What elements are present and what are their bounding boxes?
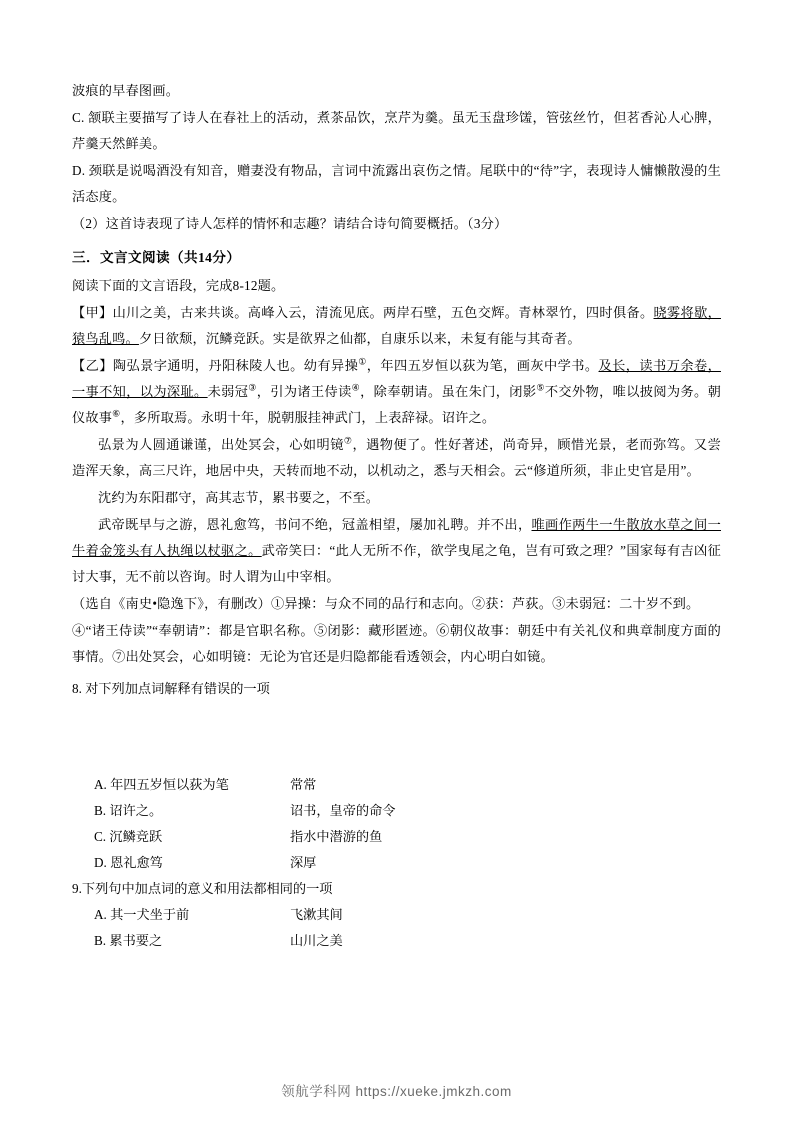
passage-yi-text-2: ，年四五岁恒以荻为笔，画灰中学书。: [366, 358, 599, 373]
footnotes-line-1: （选自《南史•隐逸下》，有删改）①异操：与众不同的品行和志向。②获：芦荻。③未弱冠：二十岁不到。: [72, 596, 700, 611]
footnote-marker-3: ③: [248, 382, 257, 393]
passage-yi: [72, 353, 721, 431]
passage-yi-p4-a: 武帝既早与之游，恩礼愈笃，书问不绝，冠盖相望，屡加礼聘。并不出，: [98, 517, 532, 532]
q9-option-b-label: B. 累书要之: [94, 933, 163, 948]
passage-jia-label: 【甲】: [72, 305, 113, 320]
q9-option-b-value: 山川之美: [290, 933, 343, 948]
q8-option-b: [72, 798, 721, 824]
footnote-marker-7: ⑦: [343, 435, 353, 446]
q8-option-d: [72, 850, 721, 876]
question-2-paragraph: （2）这首诗表现了诗人怎样的情怀和志趣？请结合诗句简要概括。（3分）: [72, 216, 508, 231]
question-9: 9.下列句中加点词的意义和用法都相同的一项: [72, 881, 333, 896]
passage-yi-underline-1: 及长，读书万余卷，一事不知，以为深耻。: [72, 358, 721, 399]
passage-yi-p2-a: 弘景为人圆通谦谨，出处冥会，心如明镜: [98, 437, 344, 452]
q9-option-b: [72, 928, 721, 954]
passage-yi-label: 【乙】: [72, 358, 113, 373]
footnote-marker-1: ①: [358, 356, 367, 367]
q8-option-c: [72, 824, 721, 850]
paragraph-text: 波痕的早春图画。: [72, 83, 180, 98]
passage-yi-p4-b: 武帝笑曰：“此人无所不作，欲学曳尾之龟，岂有可致之理？”国家每有吉凶征讨大事，无不前以咨询。时人谓为山中宰相。: [72, 543, 721, 584]
passage-jia-text-2: 夕日欲颓，沉鳞竞跃。实是欲界之仙都，自康乐以来，未复有能与其奇者。: [138, 331, 581, 346]
q9-option-a: [72, 902, 721, 928]
option-c-paragraph: C. 颔联主要描写了诗人在春社上的活动，煮茶品饮，烹芹为羹。虽无玉盘珍馐，管弦丝竹，但茗香沁人心脾，芹羹天然鲜美。: [72, 110, 721, 151]
q8-option-c-label: C. 沉鳞竞跃: [94, 829, 163, 844]
passage-yi-p4-underline: 唯画作两牛一牛散放水草之间一牛着金笼头有人执绳以杖驱之。: [72, 517, 721, 558]
q9-option-a-label: A. 其一犬坐于前: [94, 907, 190, 922]
footnote-marker-6: ⑥: [112, 408, 121, 419]
passage-yi-text-3: 未弱冠: [207, 384, 249, 399]
q8-option-a-value: 常常: [290, 777, 317, 792]
footnote-marker-4: ④: [351, 382, 361, 393]
q8-option-b-label: B. 诏许之。: [94, 803, 163, 818]
passage-jia-underline-1: 晓雾将歇，猿鸟乱鸣。: [72, 305, 721, 346]
passage-yi-text-1: 陶弘景字通明，丹阳秣陵人也。幼有异操: [112, 358, 359, 373]
footnote-marker-5: ⑤: [536, 382, 545, 393]
q8-option-a: [72, 772, 721, 798]
reading-instruction: 阅读下面的文言语段，完成8-12题。: [72, 278, 285, 293]
q8-option-d-value: 深厚: [290, 855, 317, 870]
q8-option-b-value: 诏书，皇帝的命令: [290, 803, 396, 818]
section-heading: 三．文言文阅读（共14分）: [72, 250, 241, 265]
passage-yi-paragraph-2: [72, 432, 721, 484]
page-footer-watermark: 领航学科网 https://xueke.jmkzh.com: [281, 1084, 512, 1099]
q8-option-a-label: A. 年四五岁恒以荻为笔: [94, 777, 229, 792]
passage-yi-p2-b: ，遇物便了。性好著述，尚奇异，顾惜光景，老而弥笃。又尝造浑天象，高三尺许，地居中央，天转而地不动，以机动之，悉与天相会。云“修道所须，非止史官是用”。: [72, 437, 721, 478]
question-8: 8. 对下列加点词解释有错误的一项: [72, 681, 270, 696]
passage-jia-text-1: 山川之美，古来共谈。高峰入云，清流见底。两岸石壁，五色交辉。青林翠竹，四时俱备。: [112, 305, 654, 320]
passage-yi-text-7: ，多所取焉。永明十年，脱朝服挂神武门，上表辞禄。诏许之。: [120, 410, 496, 425]
q8-option-d-label: D. 恩礼愈笃: [94, 855, 163, 870]
passage-jia: [72, 300, 721, 352]
q9-option-a-value: 飞漱其间: [290, 907, 343, 922]
passage-yi-text-4: ，引为诸王侍读: [256, 384, 352, 399]
footnotes-line-2: ④“诸王侍读”“奉朝请”：都是官职名称。⑤闭影：藏形匿迹。⑥朝仪故事：朝廷中有关礼仪和典章制度方面的事情。⑦出处冥会，心如明镜：无论为官还是归隐都能看透领会，内心明白如镜。: [72, 623, 721, 664]
q8-option-c-value: 指水中潜游的鱼: [290, 829, 383, 844]
passage-yi-text-5: ，除奉朝请。虽在朱门，闭影: [360, 384, 537, 399]
passage-yi-paragraph-3: 沈约为东阳郡守，高其志节，累书要之，不至。: [98, 490, 380, 505]
option-d-paragraph: D. 颈联是说喝酒没有知音，赠妻没有物品，言词中流露出哀伤之情。尾联中的“待”字，表现诗人慵懒散漫的生活态度。: [72, 163, 721, 204]
passage-yi-paragraph-4: [72, 512, 721, 590]
answer-space: [72, 702, 721, 772]
passage-yi-text-6: 不交外物，唯以披阅为务。朝仪故事: [72, 384, 721, 425]
